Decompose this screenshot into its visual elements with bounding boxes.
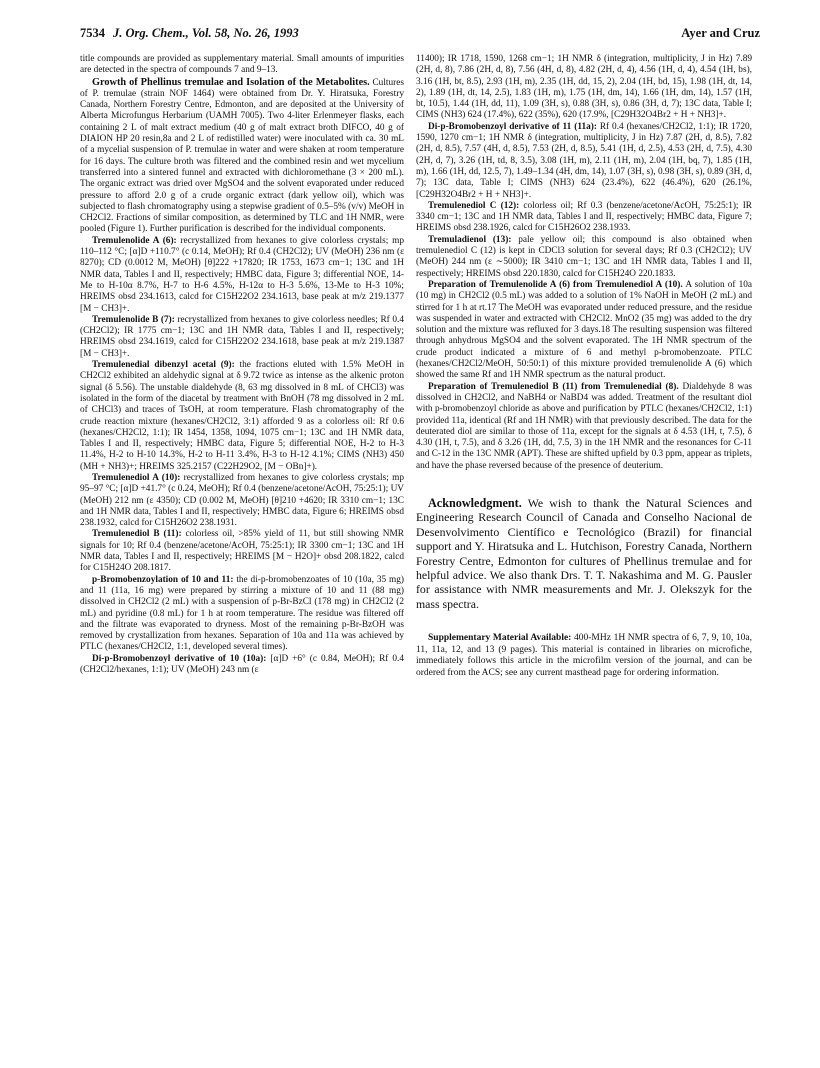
body-tremulenediol-b: colorless oil, >85% yield of 11, but still showing NMR signals for 10; Rf 0.4 (benzene/acetone/AcOH, 75:25:1); IR 3300 cm−1; 13C and 1H NMR data, Tables I and II, respectively; HREIMS [M − H2O]+ obsd 208.1822, calcd for C15H24O 208.1817. — [80, 529, 404, 574]
paragraph-tremuladienol — [416, 235, 752, 280]
heading-dibenzyl-acetal: Tremulenedial dibenzyl acetal (9): — [92, 360, 235, 371]
paragraph-growth — [80, 77, 404, 236]
paragraph-tremulenediol-a — [80, 473, 404, 529]
heading-derivative-10a: Di-p-Bromobenzoyl derivative of 10 (10a): — [92, 653, 267, 664]
heading-preparation-a: Preparation of Tremulenolide A (6) from Tremulenediol A (10). — [428, 279, 683, 290]
paragraph-intro: title compounds are provided as supplementary material. Small amounts of impurities are detected in the spectra of compounds 7 and 9–13. — [80, 54, 404, 76]
paragraph-tremulenediol-c — [416, 201, 752, 235]
body-tremuladienol: pale yellow oil; this compound is also obtained when tremulenediol C (12) is kept in CDCl3 solution for several days; Rf 0.3 (CH2Cl2); UV (MeOH) 244 nm (ε ∼5000); IR 3410 cm−1; 13C and 1H NMR data, Tables I and II, respectively; HREIMS obsd 220.1830, calcd for C15H24O 220.1833. — [416, 234, 753, 279]
paragraph-derivative-11a — [416, 122, 752, 201]
paragraph-10a-continued: 11400); IR 1718, 1590, 1268 cm−1; 1H NMR δ (integration, multiplicity, J in Hz) 7.89 (2H, d, 8), 7.86 (2H, d, 8), 7.56 (4H, d, 8), 4.82 (2H, d, 4), 4.56 (1H, d, 4), 4.54 (1H, bs), 3.16 (1H, bt, 8.5), 2.93 (1H, m), 2.35 (1H, dd, 15, 2), 2.04 (1H, bd, 15), 1.98 (1H, dt, 14, 2), 1.89 (1H, dt, 14, 2.5), 1.83 (1H, m), 1.75 (1H, dm, 14), 1.66 (1H, dm, 14), 1.57 (1H, bt, 10.5), 1.44 (1H, dd, 11), 1.09 (3H, s), 0.88 (3H, s), 0.86 (3H, d, 7); 13C data, Table I; CIMS (NH3) 624 (17.4%), 622 (35%), 620 (17.9%, [C29H32O4Br2 + H + NH3]+. — [416, 54, 752, 121]
paragraph-supplementary — [416, 633, 752, 679]
body-growth: Cultures of P. tremulae (strain NOF 1464) were obtained from Dr. Y. Hiratsuka, Forestry Canada, Northern Forestry Centre, Edmonton, and are deposited at the University of Alberta Microfungus Herbarium (UAMH 7005). Two 4-liter Erlenmeyer flasks, each containing 2 L of malt extract medium (40 g of malt extract broth DIFCO, 40 g of DIAION HP 20 resin,8a and 2 L of redistilled water) were inoculated with ca. 30 mL of a mycelial suspension of P. tremulae in water and were shaken at room temperature for 16 days. The culture broth was filtered and the combined resin and wet mycelium transferred into a sintered funnel and extracted with dichloromethane (3 × 200 mL). The organic extract was dried over MgSO4 and the solvent evaporated under reduced pressure to afford 2.0 g of a crude organic extract (dark yellow oil), which was subjected to flash chromatography using a stepwise gradient of 0.5–5% (v/v) MeOH in CH2Cl2. Fractions of similar composition, as determined by TLC and 1H NMR, were pooled (Figure 1). Further purification is described for the individual components. — [80, 77, 404, 235]
body-derivative-10a: [α]D +6° (c 0.84, MeOH); Rf 0.4 (CH2Cl2/hexanes, 1:1); UV (MeOH) 243 nm (ε — [80, 653, 404, 676]
heading-tremulenediol-b: Tremulenediol B (11): — [92, 529, 182, 540]
running-head-left — [80, 26, 299, 41]
paragraph-tremulenolide-a — [80, 236, 404, 315]
heading-acknowledgment: Acknowledgment. — [428, 495, 522, 510]
paragraph-derivative-10a — [80, 654, 404, 677]
heading-tremulenolide-a: Tremulenolide A (6): — [92, 235, 177, 246]
heading-bromobenzoylation: p-Bromobenzoylation of 10 and 11: — [92, 574, 234, 585]
paragraph-tremulenediol-b — [80, 529, 404, 574]
heading-tremulenediol-a: Tremulenediol A (10): — [92, 472, 181, 483]
heading-growth: Growth of Phellinus tremulae and Isolation of the Metabolites. — [92, 76, 370, 88]
heading-tremulenolide-b: Tremulenolide B (7): — [92, 314, 175, 325]
authors-running-head: Ayer and Cruz — [681, 26, 760, 40]
body-bromobenzoylation: the di-p-bromobenzoates of 10 (10a, 35 mg) and 11 (11a, 16 mg) were prepared by stirring a mixture of 10 and 11 (88 mg) dissolved in CH2Cl2 (2 mL) with a suspension of p-Br-BzCl (178 mg) in CH2Cl2 (2 mL) and pyridine (0.8 mL) for 1 h at room temperature. The residue was filtered off and the filtrate was evaporated to dryness. Most of the remaining p-Br-BzOH was removed by crystallization from hexanes. Separation of 10a and 11a was achieved by PTLC (hexanes/CH2Cl2, 1:1, developed several times). — [80, 574, 405, 653]
page-number: 7534 — [80, 26, 105, 40]
right-column — [416, 54, 752, 680]
paragraph-dibenzyl-acetal — [80, 360, 404, 473]
heading-derivative-11a: Di-p-Bromobenzoyl derivative of 11 (11a): — [428, 121, 597, 132]
paragraph-preparation-a — [416, 280, 752, 382]
body-tremulenolide-b: recrystallized from hexanes to give colorless needles; Rf 0.4 (CH2Cl2); IR 1775 cm−1; 13C and 1H NMR data, Tables I and II, respectively; HREIMS obsd 234.1619, calcd for C15H22O2 234.1618, base peak at m/z 219.1387 [M − CH3]+. — [80, 314, 404, 359]
body-tremulenediol-c: colorless oil; Rf 0.3 (benzene/acetone/AcOH, 75:25:1); IR 3340 cm−1; 13C and 1H NMR data, Tables I and II, respectively; HMBC data, Figure 7; HREIMS obsd 238.1926, calcd for C15H26O2 238.1933. — [416, 200, 753, 234]
body-dibenzyl-acetal: the fractions eluted with 1.5% MeOH in CH2Cl2 exhibited an aldehydic signal at δ 9.72 twice as intense as the alkenic proton signal (δ 5.56). The unstable dialdehyde (8, 63 mg dissolved in 8 mL of CHCl3) was isolated in the form of the diacetal by treatment with BnOH (78 mg dissolved in 2 mL of CHCl3) and traces of TsOH, at room temperature. Flash chromatography of the crude reaction mixture (hexanes/CH2Cl2, 3:1) afforded 9 as a colorless oil: Rf 0.6 (hexanes/CH2Cl2, 1:1); IR 1454, 1358, 1094, 1075 cm−1; 13C and 1H NMR data, Tables I and II, respectively; HMBC data, Figure 5; differential NOE, H-2 to H-3 11.4%, H-2 to H-10 14.3%, H-2 to H-11 3.4%, H-3 to H-12 4.1%; CIMS (NH3) 450 (MH + NH3)+; HREIMS 325.2157 (C22H29O2, [M − OBn]+). — [80, 360, 405, 472]
heading-preparation-b: Preparation of Tremulenediol B (11) from Tremulenedial (8). — [428, 381, 679, 392]
body-tremulenolide-a: recrystallized from hexanes to give colorless crystals; mp 110–112 °C; [α]D +110.7° (c 0.14, MeOH); Rf 0.4 (CH2Cl2); UV (MeOH) 236 nm (ε 8270); CD (0.0012 M, MeOH) [θ]222 +17820; IR 1753, 1673 cm−1; 13C and 1H NMR data, Tables I and II, respectively; HMBC data, Figure 3; differential NOE, 14-Me to H-10α 8.7%, H-7 to H-6 4.5%, H-12α to H-3 5.6%, 13-Me to H-3 10%; HREIMS obsd 234.1613, calcd for C15H22O2 234.1613, base peak at m/z 219.1377 [M − CH3]+. — [80, 235, 404, 314]
body-acknowledgment: We wish to thank the Natural Sciences and Engineering Research Council of Canada and Conselho Nacional de Desenvolvimento Científico e Tecnológico (Brazil) for financial support and Y. Hiratsuka and L. Hutchison, Forestry Canada, Northern Forestry Centre, Edmonton for cultures of Phellinus tremulae and for helpful advice. We also thank Drs. T. T. Nakashima and M. G. Pausler for assistance with NMR measurements and Mr. J. Olekszyk for the mass spectra. — [416, 495, 752, 611]
paragraph-bromobenzoylation — [80, 575, 404, 654]
heading-tremuladienol: Tremuladienol (13): — [428, 234, 512, 245]
heading-supplementary: Supplementary Material Available: — [428, 633, 572, 644]
journal-citation: J. Org. Chem., Vol. 58, No. 26, 1993 — [113, 26, 299, 40]
paragraph-preparation-b — [416, 382, 752, 472]
body-preparation-b: Dialdehyde 8 was dissolved in CH2Cl2, and NaBH4 or NaBD4 was added. Treatment of the resultant diol with p-bromobenzoyl chloride as above and purification by PTLC (hexanes/CH2Cl2, 1:1) provided 11a, identical (Rf and 1H NMR) with that previously described. The data for the deuterated diol are similar to those of 11a, except for the signals at δ 4.53 (1H, t, 7.5), δ 4.30 (1H, t, 7.5), and δ 3.26 (1H, dd, 7.5, 3) in the 1H NMR and the resonances for C-11 and C-12 in the 13C NMR (APT). These are shifted upfield by 0.3 ppm, appear as triplets, and have the phase reversed because of the presence of deuterium. — [416, 381, 753, 471]
paragraph-acknowledgment — [416, 496, 752, 611]
body-tremulenediol-a: recrystallized from hexanes to give colorless crystals; mp 95–97 °C; [α]D +41.7° (c 0.24, MeOH); Rf 0.4 (benzene/acetone/AcOH, 75:25:1); UV (MeOH) 212 nm (ε 4350); CD (0.002 M, MeOH) [θ]210 +4620; IR 3310 cm−1; 13C and 1H NMR data, Tables I and II, respectively; HMBC data, Figure 6; HREIMS obsd 238.1932, calcd for C15H26O2 238.1931. — [80, 472, 404, 529]
heading-tremulenediol-c: Tremulenediol C (12): — [428, 200, 520, 211]
body-supplementary: 400-MHz 1H NMR spectra of 6, 7, 9, 10, 10a, 11, 11a, 12, and 13 (9 pages). This material is contained in libraries on microfiche, immediately follows this article in the microfilm version of the journal, and can be ordered from the ACS; see any current masthead page for ordering information. — [416, 633, 753, 679]
paragraph-tremulenolide-b — [80, 315, 404, 360]
body-derivative-11a: Rf 0.4 (hexanes/CH2Cl2, 1:1); IR 1720, 1590, 1270 cm−1; 1H NMR δ (integration, multiplicity, J in Hz) 7.87 (2H, d, 8.5), 7.82 (2H, d, 8.5), 7.57 (4H, d, 8.5), 7.53 (2H, d, 8.5), 5.41 (1H, d, 2.5), 4.53 (2H, d, 7.5), 4.30 (2H, d, 7), 3.26 (1H, td, 8, 3.5), 3.08 (1H, m), 2.11 (1H, m), 2.04 (1H, bq, 7), 1.85 (1H, m), 1.66 (1H, dd, 12.5, 7), 1.49–1.34 (4H, dm, 14), 1.07 (3H, s), 0.98 (3H, s), 0.89 (3H, d, 7); 13C data, Table I; CIMS (NH3) 624 (23.4%), 622 (46.4%), 620 (26.1%, [C29H32O4Br2 + H + NH3]+. — [416, 121, 752, 200]
running-header — [80, 26, 760, 44]
left-column — [80, 54, 404, 676]
body-preparation-a: A solution of 10a (10 mg) in CH2Cl2 (0.5 mL) was added to a solution of 1% NaOH in MeOH (2 mL) and stirred for 1 h at rt.17 The MeOH was evaporated under reduced pressure, and the residue was suspended in water and extracted with CH2Cl2. MnO2 (35 mg) was added to the dry solution and the mixture was refluxed for 3 days.18 The resulting suspension was filtered through anhydrous MgSO4 and the solvent evaporated. The 1H NMR spectrum of the crude product indicated a mixture of 6 and methyl p-bromobenzoate. PTLC (hexanes/CH2Cl2/MeOH, 50:50:1) of this mixture provided tremulenolide A (6) which showed the same Rf and 1H NMR spectrum as the natural product. — [416, 279, 752, 381]
